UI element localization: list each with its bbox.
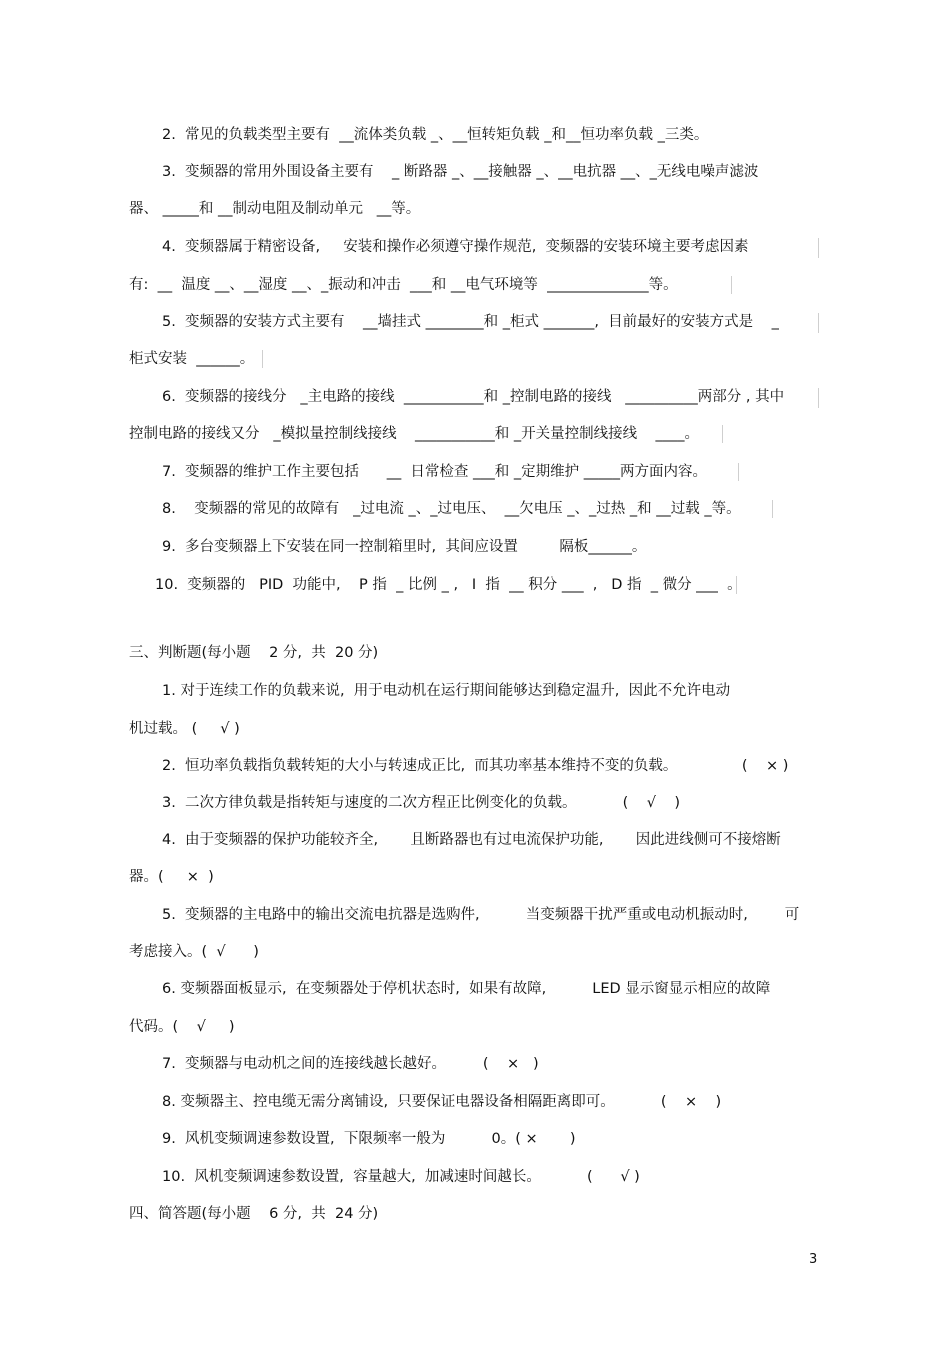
fill-item-7: 7. 变频器的维护工作主要包括 __ 日常检查 ___和 _定期维护 _____两方面内容。 — [162, 464, 708, 480]
margin-artifact — [731, 276, 732, 294]
margin-artifact — [262, 350, 263, 368]
fill-item-6-line1: 6. 变频器的接线分 _主电路的接线 ___________和 _控制电路的接线 __________两部分 , 其中 — [162, 389, 785, 405]
fill-item-4-line1: 4. 变频器属于精密设备, 安装和操作必须遵守操作规范, 变频器的安装环境主要考虑因素 — [162, 239, 749, 255]
margin-artifact — [722, 425, 723, 443]
judgment-item-9: 9. 风机变频调速参数设置, 下限频率一般为 0。( × ) — [162, 1131, 576, 1147]
judgment-item-6-line2: 代码。( √ ) — [129, 1019, 235, 1035]
judgment-item-5-line1: 5. 变频器的主电路中的输出交流电抗器是选购件, 当变频器干扰严重或电动机振动时, 可 — [162, 907, 800, 923]
judgment-item-6-line1: 6. 变频器面板显示, 在变频器处于停机状态时, 如果有故障, LED 显示窗显示相应的故障 — [162, 981, 771, 997]
judgment-item-8: 8. 变频器主、控电缆无需分离铺设, 只要保证电器设备相隔距离即可。 ( × ) — [162, 1094, 722, 1110]
judgment-item-7: 7. 变频器与电动机之间的连接线越长越好。 ( × ) — [162, 1056, 539, 1072]
fill-item-4-line2: 有: __ 温度 __、__湿度 __、_振动和冲击 ___和 __电气环境等 ______________等。 — [129, 277, 678, 293]
margin-artifact — [736, 576, 737, 594]
fill-item-5-line2: 柜式安装 ______。 — [129, 351, 255, 367]
fill-item-3-line1: 3. 变频器的常用外围设备主要有 _ 断路器 _、__接触器 _、__电抗器 __、_无线电噪声滤波 — [162, 164, 759, 180]
section-heading-short-answer: 四、简答题(每小题 6 分, 共 24 分) — [129, 1206, 379, 1222]
page-number: 3 — [809, 1252, 818, 1267]
margin-artifact — [818, 238, 819, 258]
margin-artifact — [818, 388, 819, 408]
judgment-item-4-line2: 器。( × ) — [129, 869, 214, 885]
judgment-item-4-line1: 4. 由于变频器的保护功能较齐全, 且断路器也有过电流保护功能, 因此进线侧可不接熔断 — [162, 832, 781, 848]
judgment-item-2: 2. 恒功率负载指负载转矩的大小与转速成正比, 而其功率基本维持不变的负载。 ( × ) — [162, 758, 789, 774]
margin-artifact — [738, 463, 739, 481]
margin-artifact — [818, 313, 819, 333]
margin-artifact — [772, 500, 773, 518]
judgment-item-3: 3. 二次方律负载是指转矩与速度的二次方程正比例变化的负载。 ( √ ) — [162, 795, 681, 811]
section-heading-judgment: 三、判断题(每小题 2 分, 共 20 分) — [129, 645, 379, 661]
judgment-item-1-line2: 机过载。 ( √ ) — [129, 721, 240, 737]
fill-item-5-line1: 5. 变频器的安装方式主要有 __墙挂式 ________和 _柜式 _______, 目前最好的安装方式是 _ — [162, 314, 779, 330]
judgment-item-1-line1: 1. 对于连续工作的负载来说, 用于电动机在运行期间能够达到稳定温升, 因此不允许电动 — [162, 683, 731, 699]
fill-item-3-line2: 器、 _____和 __制动电阻及制动单元 __等。 — [129, 201, 421, 217]
fill-item-6-line2: 控制电路的接线又分 _模拟量控制线接线 ___________和 _开关量控制线接线 ____。 — [129, 426, 700, 442]
judgment-item-10: 10. 风机变频调速参数设置, 容量越大, 加减速时间越长。 ( √ ) — [162, 1169, 640, 1185]
fill-item-8: 8. 变频器的常见的故障有 _过电流 _、_过电压、 __欠电压 _、_过热 _和 __过载 _等。 — [162, 501, 741, 517]
judgment-item-5-line2: 考虑接入。( √ ) — [129, 944, 259, 960]
fill-item-2: 2. 常见的负载类型主要有 __流体类负载 _、__恒转矩负载 _和__恒功率负载 _三类。 — [162, 127, 709, 143]
fill-item-10: 10. 变频器的 PID 功能中, P 指 _ 比例 _ , I 指 __ 积分 ___ , D 指 _ 微分 ___ 。 — [155, 577, 742, 593]
fill-item-9: 9. 多台变频器上下安装在同一控制箱里时, 其间应设置 隔板______。 — [162, 539, 647, 555]
